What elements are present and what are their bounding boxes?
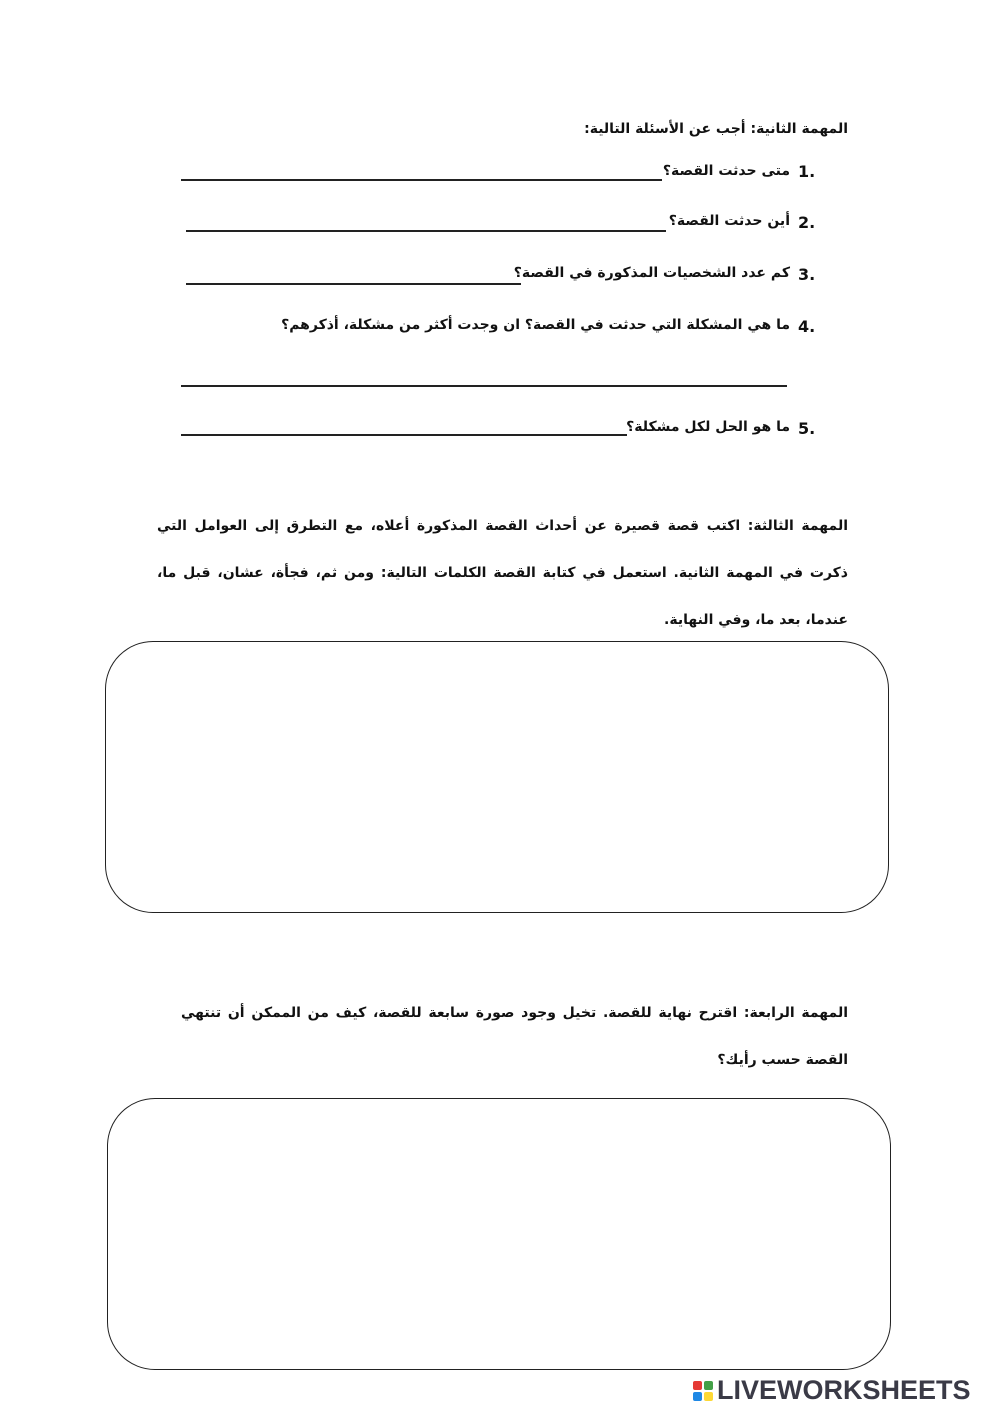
task4-instructions: المهمة الرابعة: اقترح نهاية للقصة. تخيل وجود صورة سابعة للقصة، كيف من الممكن أن تنتهي القصة حسب رأيك؟ (181, 1005, 848, 1068)
task3-answer-box[interactable] (105, 641, 889, 913)
logo-square-green (704, 1381, 713, 1390)
logo-square-red (693, 1381, 702, 1390)
question-2-answer-line[interactable] (186, 230, 666, 232)
question-5-answer-line[interactable] (181, 434, 627, 436)
question-3-text: كم عدد الشخصيات المذكورة في القصة؟ (513, 265, 790, 281)
question-1-answer-line[interactable] (181, 179, 662, 181)
question-3-number: 3. (798, 265, 816, 284)
question-4-number: 4. (798, 317, 816, 336)
question-3-answer-line[interactable] (186, 283, 521, 285)
logo-text: LIVEWORKSHEETS (717, 1375, 971, 1405)
task4-answer-box[interactable] (107, 1098, 891, 1370)
question-1-number: 1. (798, 162, 816, 181)
question-5-number: 5. (798, 419, 816, 438)
task3-instructions: المهمة الثالثة: اكتب قصة قصيرة عن أحداث القصة المذكورة أعلاه، مع التطرق إلى العوامل التي ذكرت في المهمة الثانية. استعمل في كتابة القصة الكلمات التالية: ومن ثم، فجأة، عشان، قبل ما، عندما، بعد ما، وفي النهاية. (157, 518, 848, 628)
logo-squares-icon (693, 1381, 713, 1401)
question-2-text: أين حدثت القصة؟ (668, 213, 790, 229)
question-1-text: متى حدثت القصة؟ (662, 163, 790, 179)
task2-heading: المهمة الثانية: أجب عن الأسئلة التالية: (584, 121, 848, 137)
liveworksheets-logo[interactable] (693, 1375, 971, 1406)
question-4-text: ما هي المشكلة التي حدثت في القصة؟ ان وجدت أكثر من مشكلة، أذكرهم؟ (281, 317, 790, 333)
question-4-answer-line[interactable] (181, 385, 787, 387)
question-2-number: 2. (798, 213, 816, 232)
question-5-text: ما هو الحل لكل مشكلة؟ (626, 419, 790, 435)
logo-square-yellow (704, 1392, 713, 1401)
logo-square-blue (693, 1392, 702, 1401)
